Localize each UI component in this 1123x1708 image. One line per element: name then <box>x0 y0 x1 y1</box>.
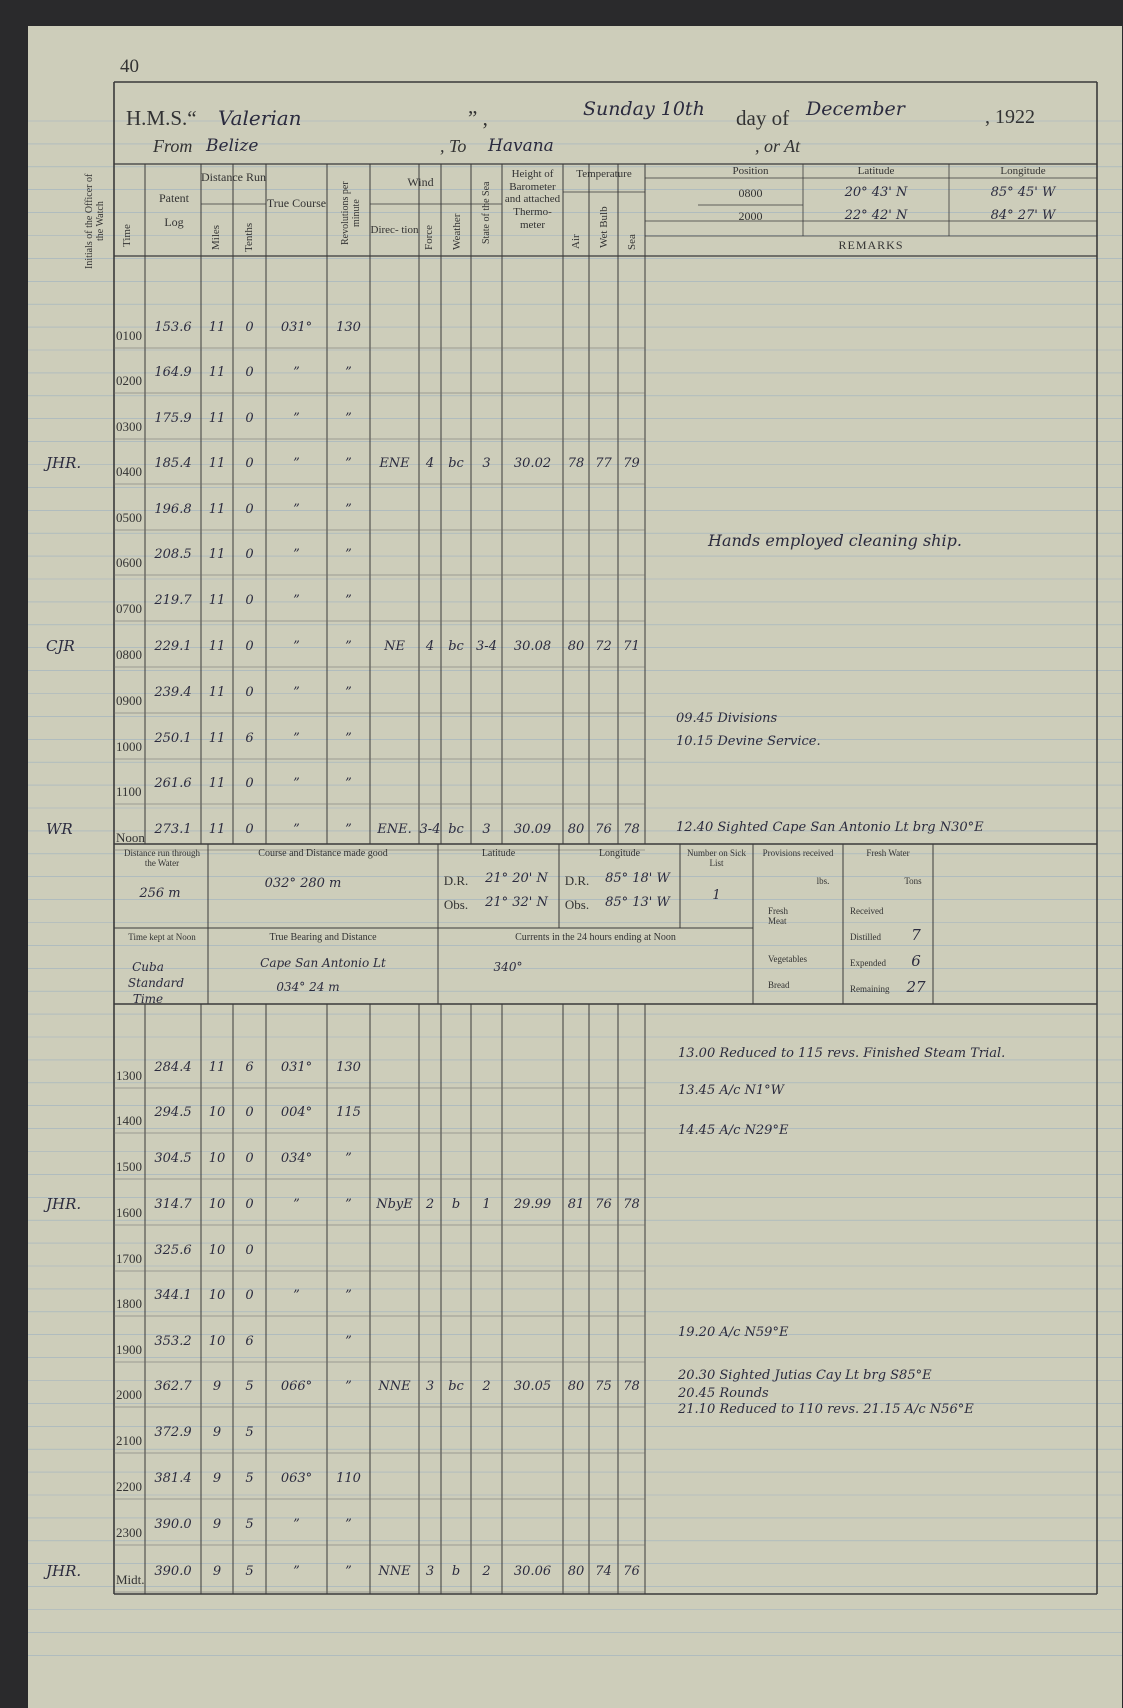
cell-log-0500: 196.8 <box>154 502 192 517</box>
course-made-good-label: Course and Distance made good <box>258 848 388 859</box>
col-weather-label: Weather <box>451 213 463 251</box>
cell-log-1700: 325.6 <box>154 1243 192 1258</box>
col-time-label: Time <box>121 224 133 248</box>
cell-sea_state-0400: 3 <box>482 456 491 471</box>
cell-miles-1000: 11 <box>208 731 226 746</box>
noon-longitude-label: Longitude <box>598 848 641 859</box>
noon-lon-dr-value: 85° 18' W <box>605 871 670 886</box>
cell-tenths-0100: 0 <box>245 320 254 335</box>
cell-weather-2000: bc <box>448 1379 464 1394</box>
cell-wet-2000: 75 <box>595 1379 612 1394</box>
remarks-label: REMARKS <box>838 238 904 252</box>
cell-log-1600: 314.7 <box>154 1197 192 1212</box>
remark-morning-1: 09.45 Divisions <box>676 710 778 726</box>
row-time-0100: 0100 <box>116 328 142 343</box>
cell-force-0400: 4 <box>425 456 435 471</box>
remaining-label: Remaining <box>850 984 890 994</box>
cell-revs-1000: ” <box>345 731 352 746</box>
cell-course-0200: ” <box>293 365 300 380</box>
cell-tenths-0200: 0 <box>245 365 254 380</box>
col-tenths-label: Tenths <box>243 222 255 252</box>
cell-baro-0800: 30.08 <box>513 639 552 654</box>
cell-miles-0200: 11 <box>208 365 226 380</box>
cell-log-2200: 381.4 <box>154 1471 192 1486</box>
noon-lon-obs-value: 85° 13' W <box>605 895 670 910</box>
cell-course-1800: ” <box>293 1288 300 1303</box>
position-time-0800: 0800 <box>738 186 763 200</box>
cell-force-Midt.: 3 <box>425 1564 435 1579</box>
row-time-1500: 1500 <box>116 1159 142 1174</box>
cell-force-2000: 3 <box>425 1379 435 1394</box>
cell-log-1000: 250.1 <box>154 731 192 746</box>
noon-lon-dr-label: D.R. <box>564 873 590 888</box>
cell-tenths-0300: 0 <box>245 411 254 426</box>
cell-tenths-1600: 0 <box>245 1197 254 1212</box>
cell-miles-1800: 10 <box>208 1288 226 1303</box>
cell-tenths-0800: 0 <box>245 639 254 654</box>
row-time-1700: 1700 <box>116 1251 142 1266</box>
cell-miles-0100: 11 <box>208 320 226 335</box>
cell-wind_dir-1600: NbyE <box>376 1197 413 1212</box>
cell-log-0400: 185.4 <box>154 456 192 471</box>
cell-wet-Noon: 76 <box>595 822 612 837</box>
distilled-label: Distilled <box>850 932 881 942</box>
bread-label: Bread <box>768 980 790 990</box>
currents-label: Currents in the 24 hours ending at Noon <box>515 932 676 943</box>
cell-course-1400: 004° <box>280 1105 313 1120</box>
cell-revs-0300: ” <box>345 411 352 426</box>
cell-wet-0400: 77 <box>595 456 612 471</box>
cell-tenths-Noon: 0 <box>245 822 254 837</box>
cell-baro-1600: 29.99 <box>513 1197 552 1212</box>
cell-revs-0800: ” <box>345 639 352 654</box>
col-wind-label: Wind <box>407 175 434 189</box>
cell-baro-2000: 30.05 <box>513 1379 552 1394</box>
cell-sea_state-0800: 3-4 <box>476 639 497 654</box>
cell-revs-1500: ” <box>345 1151 352 1166</box>
cell-tenths-1300: 6 <box>245 1060 254 1075</box>
col-miles-label: Miles <box>210 224 222 250</box>
cell-log-1400: 294.5 <box>154 1105 192 1120</box>
noon-lon-obs-label: Obs. <box>564 897 590 912</box>
cell-miles-2300: 9 <box>212 1517 222 1532</box>
cell-course-0100: 031° <box>280 320 313 335</box>
cell-course-0800: ” <box>293 639 300 654</box>
col-wet-bulb-label: Wet Bulb <box>598 206 610 248</box>
cell-log-1900: 353.2 <box>154 1334 192 1349</box>
row-time-0900: 0900 <box>116 693 142 708</box>
cell-course-1600: ” <box>293 1197 300 1212</box>
row-time-2100: 2100 <box>116 1433 142 1448</box>
officer-initials-0: JHR. <box>46 454 82 472</box>
sick-list-label: Number on Sick List <box>687 848 746 869</box>
cell-miles-1400: 10 <box>208 1105 226 1120</box>
cell-revs-0400: ” <box>345 456 352 471</box>
remaining-value: 27 <box>906 978 926 996</box>
remark-morning-0: Hands employed cleaning ship. <box>708 531 962 550</box>
row-time-0200: 0200 <box>116 373 142 388</box>
cell-air-1600: 81 <box>567 1197 585 1212</box>
col-barometer-label: Height of Barometer and attached Thermo- meter <box>504 168 561 231</box>
fresh-water-label: Fresh Water <box>866 848 910 858</box>
ship-name: Valerian <box>218 106 302 130</box>
cell-miles-0800: 11 <box>208 639 226 654</box>
row-time-1600: 1600 <box>116 1205 142 1220</box>
cell-log-0800: 229.1 <box>154 639 192 654</box>
cell-miles-1700: 10 <box>208 1243 226 1258</box>
from-label: From <box>153 136 193 156</box>
cell-miles-0700: 11 <box>208 593 226 608</box>
position-lat-0800: 20° 43' N <box>844 185 908 200</box>
cell-course-1100: ” <box>293 776 300 791</box>
cell-revs-1800: ” <box>345 1288 352 1303</box>
row-time-0600: 0600 <box>116 555 142 570</box>
cell-weather-Midt.: b <box>451 1564 461 1579</box>
cell-log-Noon: 273.1 <box>154 822 192 837</box>
remark-afternoon-1: 13.45 A/c N1°W <box>678 1082 785 1098</box>
cell-miles-1600: 10 <box>208 1197 226 1212</box>
cell-course-0500: ” <box>293 502 300 517</box>
cell-log-1100: 261.6 <box>154 776 192 791</box>
remark-morning-3: 12.40 Sighted Cape San Antonio Lt brg N30°E <box>676 820 984 835</box>
cell-air-2000: 80 <box>567 1379 585 1394</box>
cell-tenths-2300: 5 <box>245 1517 254 1532</box>
cell-baro-Midt.: 30.06 <box>513 1564 552 1579</box>
remark-afternoon-6: 21.10 Reduced to 110 revs. 21.15 A/c N56°E <box>678 1402 974 1417</box>
position-label: Position <box>732 165 769 177</box>
remark-afternoon-5: 20.45 Rounds <box>678 1385 769 1401</box>
cell-miles-0900: 11 <box>208 685 226 700</box>
cell-wind_dir-2000: NNE <box>378 1379 411 1394</box>
cell-sea-0400: 79 <box>623 456 640 471</box>
cell-miles-0600: 11 <box>208 547 226 562</box>
cell-revs-Noon: ” <box>345 822 352 837</box>
cell-sea-2000: 78 <box>623 1379 640 1394</box>
cell-revs-2200: 110 <box>336 1471 361 1486</box>
noon-latitude-label: Latitude <box>481 848 516 859</box>
cell-tenths-0500: 0 <box>245 502 254 517</box>
cell-log-0600: 208.5 <box>154 547 192 562</box>
row-time-1300: 1300 <box>116 1068 142 1083</box>
cell-course-1500: 034° <box>280 1151 313 1166</box>
cell-sea_state-1600: 1 <box>482 1197 491 1212</box>
col-true-course-label: True Course <box>266 196 327 210</box>
from-place: Belize <box>206 136 259 156</box>
cell-course-Midt.: ” <box>293 1564 300 1579</box>
remark-afternoon-4: 20.30 Sighted Jutias Cay Lt brg S85°E <box>678 1367 932 1383</box>
true-bearing-line2: 034° 24 m <box>276 980 340 994</box>
latitude-label: Latitude <box>857 165 895 177</box>
currents-value: 340° <box>493 960 523 974</box>
cell-force-Noon: 3-4 <box>419 822 441 837</box>
cell-tenths-1700: 0 <box>245 1243 254 1258</box>
cell-baro-Noon: 30.09 <box>513 822 552 837</box>
officer-initials-1: CJR <box>46 637 75 655</box>
cell-miles-2000: 9 <box>212 1379 222 1394</box>
longitude-label: Longitude <box>1000 165 1046 177</box>
noon-lat-obs-label: Obs. <box>443 897 469 912</box>
cell-revs-0900: ” <box>345 685 352 700</box>
dist-water-label: Distance run through the Water <box>124 848 200 869</box>
row-time-1100: 1100 <box>116 784 142 799</box>
row-time-1900: 1900 <box>116 1342 142 1357</box>
time-kept-line3: Time <box>132 992 164 1006</box>
cell-wind_dir-0400: ENE <box>379 456 410 471</box>
cell-tenths-2000: 5 <box>245 1379 254 1394</box>
cell-sea_state-Noon: 3 <box>482 822 491 837</box>
position-time-2000: 2000 <box>738 209 763 223</box>
cell-sea_state-Midt.: 2 <box>482 1564 491 1579</box>
dist-water-value: 256 m <box>139 886 181 901</box>
true-bearing-line1: Cape San Antonio Lt <box>260 956 386 970</box>
col-patent-log-label: Patent Log <box>159 191 189 229</box>
distilled-value: 7 <box>911 926 921 944</box>
cell-log-1300: 284.4 <box>154 1060 192 1075</box>
tons-label: Tons <box>904 876 922 886</box>
cell-log-Midt.: 390.0 <box>154 1564 192 1579</box>
cell-course-1000: ” <box>293 731 300 746</box>
cell-course-0700: ” <box>293 593 300 608</box>
col-force-label: Force <box>423 224 435 250</box>
cell-miles-1900: 10 <box>208 1334 226 1349</box>
cell-log-0300: 175.9 <box>154 411 192 426</box>
cell-course-0400: ” <box>293 456 300 471</box>
col-state-sea-label: State of the Sea <box>481 181 492 245</box>
to-place: Havana <box>488 136 554 156</box>
cell-course-2200: 063° <box>280 1471 313 1486</box>
cell-tenths-1000: 6 <box>245 731 254 746</box>
cell-course-Noon: ” <box>293 822 300 837</box>
cell-tenths-0700: 0 <box>245 593 254 608</box>
remark-afternoon-3: 19.20 A/c N59°E <box>678 1324 789 1340</box>
position-lon-2000: 84° 27' W <box>990 208 1056 223</box>
true-bearing-label: True Bearing and Distance <box>269 932 377 943</box>
fresh-meat-label: Fresh Meat <box>768 906 788 927</box>
cell-course-1300: 031° <box>280 1060 313 1075</box>
row-time-1000: 1000 <box>116 739 142 754</box>
cell-log-0100: 153.6 <box>154 320 192 335</box>
cell-miles-Midt.: 9 <box>212 1564 222 1579</box>
cell-revs-0100: 130 <box>336 320 361 335</box>
noon-lat-dr-label: D.R. <box>443 873 469 888</box>
cell-revs-1400: 115 <box>336 1105 361 1120</box>
cell-revs-Midt.: ” <box>345 1564 352 1579</box>
col-direction-label: Direc- tion <box>370 224 419 236</box>
remark-afternoon-2: 14.45 A/c N29°E <box>678 1123 789 1139</box>
expended-label: Expended <box>850 958 886 968</box>
cell-tenths-1400: 0 <box>245 1105 254 1120</box>
course-made-good-value: 032° 280 m <box>264 876 342 891</box>
row-time-1800: 1800 <box>116 1296 142 1311</box>
cell-force-1600: 2 <box>425 1197 435 1212</box>
sick-list-value: 1 <box>712 888 721 903</box>
row-time-2300: 2300 <box>116 1525 142 1540</box>
cell-weather-Noon: bc <box>448 822 464 837</box>
expended-value: 6 <box>911 952 921 970</box>
cell-sea-Midt.: 76 <box>623 1564 640 1579</box>
cell-weather-1600: b <box>451 1197 461 1212</box>
cell-revs-1300: 130 <box>336 1060 361 1075</box>
cell-log-1500: 304.5 <box>154 1151 192 1166</box>
cell-revs-1900: ” <box>345 1334 352 1349</box>
cell-sea_state-2000: 2 <box>482 1379 491 1394</box>
col-distance-run-label: Distance Run <box>201 170 266 184</box>
row-time-0300: 0300 <box>116 419 142 434</box>
position-lat-2000: 22° 42' N <box>844 208 908 223</box>
month: December <box>806 98 905 120</box>
cell-air-Noon: 80 <box>567 822 585 837</box>
cell-course-2300: ” <box>293 1517 300 1532</box>
cell-tenths-1800: 0 <box>245 1288 254 1303</box>
cell-log-2300: 390.0 <box>154 1517 192 1532</box>
cell-course-0300: ” <box>293 411 300 426</box>
cell-sea-1600: 78 <box>623 1197 640 1212</box>
cell-revs-0500: ” <box>345 502 352 517</box>
cell-wet-Midt.: 74 <box>595 1564 612 1579</box>
lbs-label: lbs. <box>816 876 830 886</box>
cell-miles-1100: 11 <box>208 776 226 791</box>
cell-miles-0500: 11 <box>208 502 226 517</box>
remark-morning-2: 10.15 Devine Service. <box>676 733 821 749</box>
cell-log-1800: 344.1 <box>154 1288 192 1303</box>
time-kept-line1: Cuba <box>132 960 164 974</box>
cell-log-2100: 372.9 <box>154 1425 192 1440</box>
cell-revs-1100: ” <box>345 776 352 791</box>
day-of-label: day of <box>736 106 790 130</box>
cell-air-Midt.: 80 <box>567 1564 585 1579</box>
cell-course-0600: ” <box>293 547 300 562</box>
cell-tenths-2100: 5 <box>245 1425 254 1440</box>
row-time-2000: 2000 <box>116 1387 142 1402</box>
date-weekday: Sunday 10th <box>583 98 705 120</box>
to-label: , To <box>440 136 467 156</box>
row-time-Midt.: Midt. <box>116 1572 145 1587</box>
cell-weather-0800: bc <box>448 639 464 654</box>
cell-revs-0700: ” <box>345 593 352 608</box>
col-sea-temp-label: Sea <box>626 234 638 250</box>
time-kept-label: Time kept at Noon <box>128 932 196 942</box>
cell-miles-Noon: 11 <box>208 822 226 837</box>
cell-revs-2000: ” <box>345 1379 352 1394</box>
cell-log-2000: 362.7 <box>154 1379 192 1394</box>
cell-tenths-1900: 6 <box>245 1334 254 1349</box>
cell-sea-0800: 71 <box>623 639 640 654</box>
officer-initials-2: WR <box>46 820 73 838</box>
remark-afternoon-0: 13.00 Reduced to 115 revs. Finished Steam Trial. <box>678 1046 1006 1062</box>
cell-miles-2100: 9 <box>212 1425 222 1440</box>
row-time-1400: 1400 <box>116 1113 142 1128</box>
cell-wind_dir-Noon: ENE. <box>377 822 412 837</box>
noon-lat-obs-value: 21° 32' N <box>485 895 548 910</box>
cell-miles-2200: 9 <box>212 1471 222 1486</box>
cell-wind_dir-0800: NE <box>384 639 405 654</box>
cell-tenths-1100: 0 <box>245 776 254 791</box>
cell-sea-Noon: 78 <box>623 822 640 837</box>
row-time-2200: 2200 <box>116 1479 142 1494</box>
position-lon-0800: 85° 45' W <box>990 185 1056 200</box>
cell-miles-0400: 11 <box>208 456 226 471</box>
cell-wet-0800: 72 <box>595 639 612 654</box>
cell-air-0400: 78 <box>567 456 585 471</box>
logbook-page <box>28 26 1122 1708</box>
ship-quote-close: ” , <box>468 106 488 130</box>
noon-lat-dr-value: 21° 20' N <box>485 871 548 886</box>
row-time-0400: 0400 <box>116 464 142 479</box>
cell-revs-1600: ” <box>345 1197 352 1212</box>
page-number: 40 <box>120 56 139 77</box>
cell-tenths-0600: 0 <box>245 547 254 562</box>
cell-wet-1600: 76 <box>595 1197 612 1212</box>
cell-air-0800: 80 <box>567 639 585 654</box>
cell-tenths-Midt.: 5 <box>245 1564 254 1579</box>
cell-tenths-1500: 0 <box>245 1151 254 1166</box>
vegetables-label: Vegetables <box>768 954 807 964</box>
cell-log-0900: 239.4 <box>154 685 192 700</box>
col-revs-label: Revolutions per minute <box>340 181 362 245</box>
col-air-label: Air <box>570 234 582 250</box>
year: , 1922 <box>985 106 1035 128</box>
cell-tenths-2200: 5 <box>245 1471 254 1486</box>
cell-miles-1300: 11 <box>208 1060 226 1075</box>
cell-revs-0200: ” <box>345 365 352 380</box>
ship-prefix: H.M.S.“ <box>126 106 197 130</box>
or-at-label: , or At <box>755 136 801 156</box>
cell-miles-0300: 11 <box>208 411 226 426</box>
cell-weather-0400: bc <box>448 456 464 471</box>
cell-course-0900: ” <box>293 685 300 700</box>
cell-log-0200: 164.9 <box>154 365 192 380</box>
officer-initials-3: JHR. <box>46 1195 82 1213</box>
cell-revs-2300: ” <box>345 1517 352 1532</box>
row-time-0800: 0800 <box>116 647 142 662</box>
col-temperature-label: Temperature <box>576 168 632 180</box>
time-kept-line2: Standard <box>127 976 185 990</box>
cell-revs-0600: ” <box>345 547 352 562</box>
row-time-Noon: Noon <box>116 830 145 845</box>
cell-baro-0400: 30.02 <box>513 456 552 471</box>
provisions-label: Provisions received <box>762 848 834 858</box>
cell-tenths-0400: 0 <box>245 456 254 471</box>
cell-force-0800: 4 <box>425 639 435 654</box>
cell-miles-1500: 10 <box>208 1151 226 1166</box>
officer-initials-4: JHR. <box>46 1562 82 1580</box>
row-time-0700: 0700 <box>116 601 142 616</box>
cell-tenths-0900: 0 <box>245 685 254 700</box>
officer-initials-header: Initials of the Officer of the Watch <box>84 173 106 269</box>
cell-wind_dir-Midt.: NNE <box>378 1564 411 1579</box>
received-label: Received <box>850 906 884 916</box>
row-time-0500: 0500 <box>116 510 142 525</box>
cell-course-2000: 066° <box>280 1379 313 1394</box>
cell-log-0700: 219.7 <box>154 593 192 608</box>
